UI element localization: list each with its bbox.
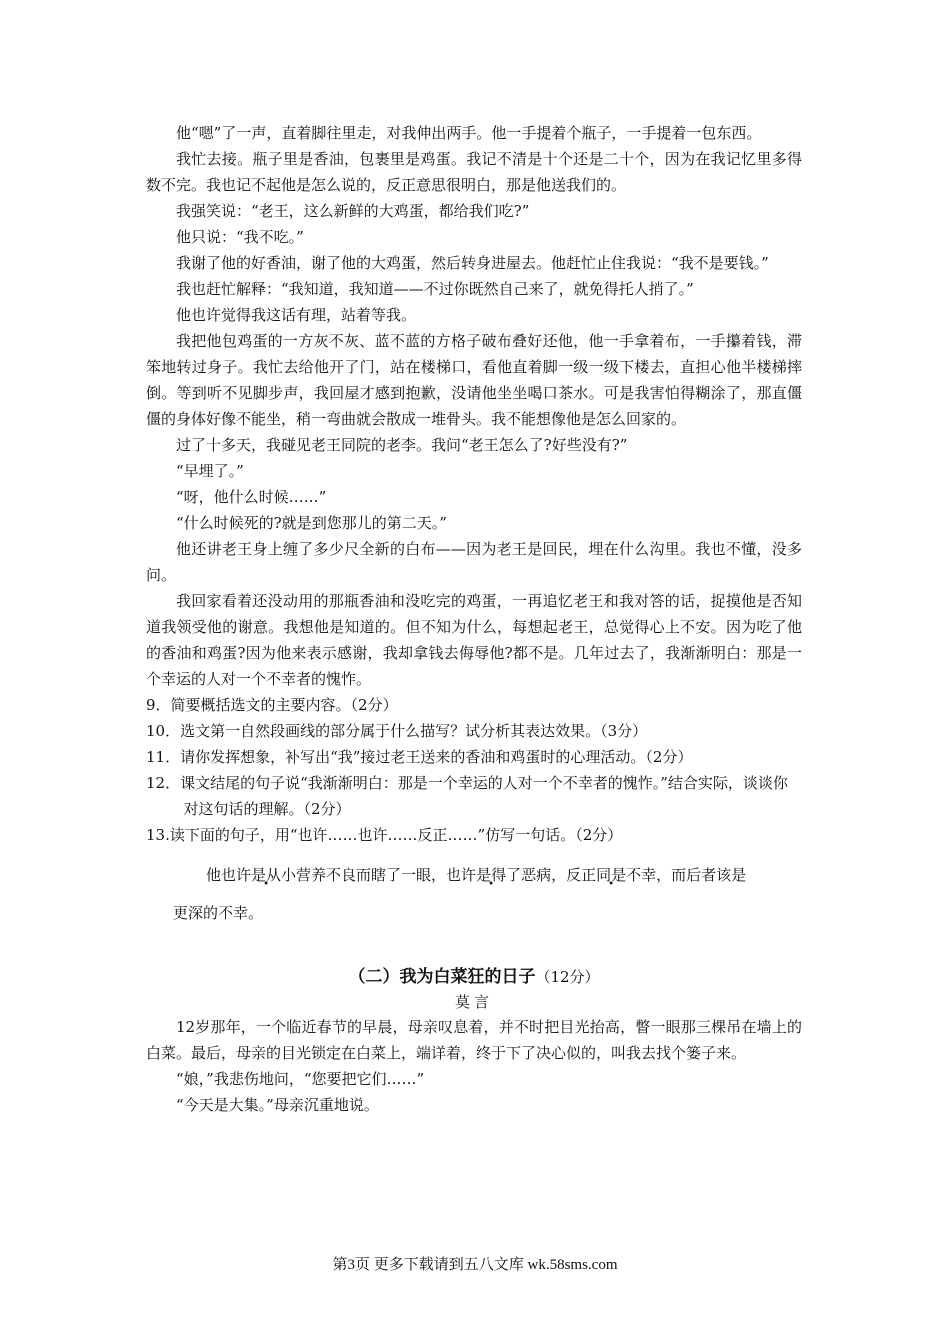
section-title-text: （二）我为白菜狂的日子: [348, 967, 536, 987]
passage-paragraph: “娘，”我悲伤地问，“您要把它们……”: [176, 1070, 425, 1088]
passage-paragraph: “早埋了。”: [176, 462, 244, 480]
example-text: 同是不幸，而后者该是: [596, 866, 747, 884]
example-text: 他: [206, 866, 222, 884]
author-name: 莫言: [454, 993, 493, 1011]
question-9: 9．简要概括选文的主要内容。（2分）: [146, 696, 398, 714]
passage-paragraph: “今天是大集。”母亲沉重地说。: [176, 1096, 379, 1114]
emphasis-keyword: 也许: [446, 866, 477, 884]
section-score: （12分）: [535, 968, 600, 986]
page-footer: 第3页 更多下载请到五八文库 wk.58sms.com: [332, 1257, 618, 1273]
passage-paragraph: 12岁那年，一个临近春节的早晨，母亲叹息着，并不时把目光抬高，瞥一眼那三棵吊在墙上的白菜。最后，母亲的目光锁定在白菜上，端详着，终于下了决心似的，叫我去找个篓子来。: [146, 1018, 802, 1062]
page-content: [146, 120, 802, 1118]
question-13: 13.读下面的句子，用“也许……也许……反正……”仿写一句话。（2分）: [146, 826, 623, 844]
example-text: 是得了恶病，: [476, 866, 567, 884]
question-12: 12．课文结尾的句子说“我渐渐明白：那是一个幸运的人对一个不幸者的愧怍。”结合实际，谈谈你对这句话的理解。（2分）: [146, 774, 788, 818]
passage-paragraph: 我谢了他的好香油，谢了他的大鸡蛋，然后转身进屋去。他赶忙止住我说：“我不是要钱。”: [176, 254, 769, 272]
passage-paragraph: 我回家看着还没动用的那瓶香油和没吃完的鸡蛋，一再追忆老王和我对答的话，捉摸他是否知道我领受他的谢意。我想他是知道的。但不知为什么，每想起老王，总觉得心上不安。因为吃了他的香油和鸡蛋?因为他来表示感谢，我却拿钱去侮辱他?都不是。几年过去了，我渐渐明白：那是一个幸运的人对一个不幸者的愧怍。: [146, 592, 802, 688]
passage-paragraph: 过了十多天，我碰见老王同院的老李。我问“老王怎么了?好些没有?”: [176, 436, 628, 454]
passage-paragraph: “什么时候死的?就是到您那儿的第二天。”: [176, 514, 447, 532]
passage-paragraph: 他只说：“我不吃。”: [176, 228, 304, 246]
question-10: 10．选文第一自然段画线的部分属于什么描写？试分析其表达效果。（3分）: [146, 722, 648, 740]
emphasis-keyword: 也许: [221, 866, 252, 884]
example-text: 是从小营养不良而瞎了一眼，: [251, 866, 447, 884]
passage-paragraph: 我把他包鸡蛋的一方灰不灰、蓝不蓝的方格子破布叠好还他，他一手拿着布，一手攥着钱，滞笨地转过身子。我忙去给他开了门，站在楼梯口，看他直着脚一级一级下楼去，直担心他半楼梯摔倒。等到听不见脚步声，我回屋才感到抱歉，没请他坐坐喝口茶水。可是我害怕得糊涂了，那直僵僵的身体好像不能坐，稍一弯曲就会散成一堆骨头。我不能想像他是怎么回家的。: [146, 332, 802, 428]
passage-paragraph: 我也赶忙解释：“我知道，我知道——不过你既然自己来了，就免得托人捎了。”: [176, 280, 694, 298]
passage-paragraph: 他也许觉得我这话有理，站着等我。: [176, 306, 417, 324]
passage-paragraph: “呀，他什么时候……”: [176, 488, 327, 506]
emphasis-keyword: 反正: [566, 866, 597, 884]
passage-paragraph: 他“嗯”了一声，直着脚往里走，对我伸出两手。他一手提着个瓶子，一手提着一包东西。: [176, 124, 762, 142]
passage-paragraph: 他还讲老王身上缠了多少尺全新的白布——因为老王是回民，埋在什么沟里。我也不懂，没多问。: [146, 540, 802, 584]
passage-paragraph: 我忙去接。瓶子里是香油，包裹里是鸡蛋。我记不清是十个还是二十个，因为在我记忆里多得数不完。我也记不起他是怎么说的，反正意思很明白，那是他送我们的。: [146, 150, 802, 194]
question-11: 11．请你发挥想象，补写出“我”接过老王送来的香油和鸡蛋时的心理活动。（2分）: [146, 748, 693, 766]
passage-paragraph: 我强笑说：“老王，这么新鲜的大鸡蛋，都给我们吃?”: [176, 202, 530, 220]
section-title: [146, 964, 802, 990]
example-sentence: [146, 858, 802, 892]
example-sentence-tail: 更深的不幸。: [173, 904, 264, 922]
